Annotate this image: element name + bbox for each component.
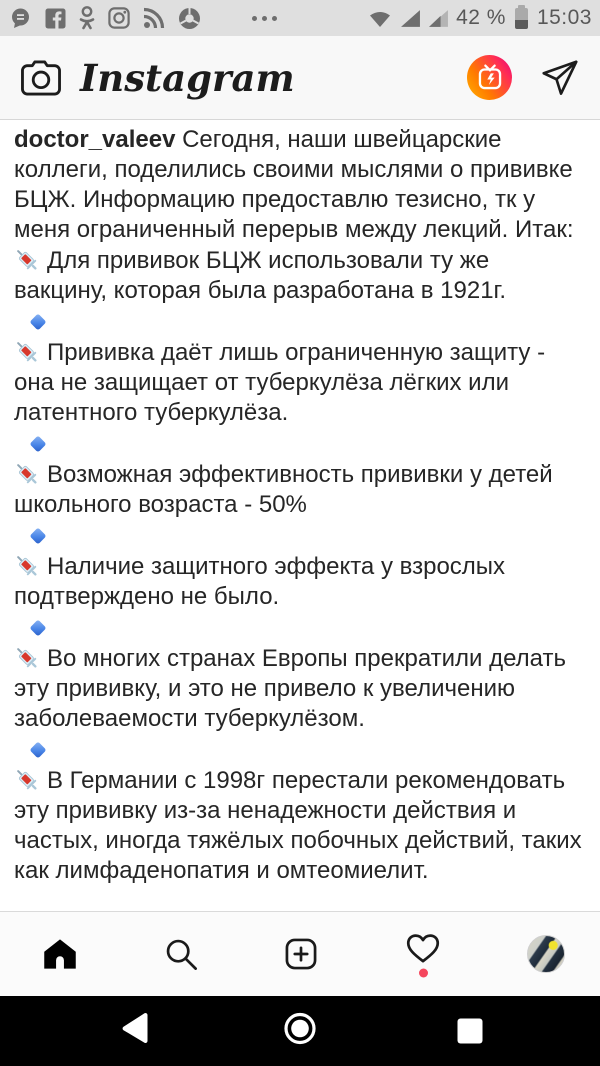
profile-tab[interactable] bbox=[527, 935, 565, 973]
syringe-icon bbox=[14, 645, 40, 671]
android-recents-button[interactable] bbox=[458, 1019, 483, 1044]
status-bar bbox=[0, 0, 600, 36]
android-home-button[interactable] bbox=[282, 1011, 318, 1052]
diamond-icon bbox=[30, 528, 47, 545]
activity-tab[interactable] bbox=[403, 931, 443, 978]
battery-percent: 42 % bbox=[456, 6, 506, 29]
caption-text: В Германии с 1998г перестали рекомендовать эту прививку из-за ненадежности действия и частых, иногда тяжёлых побочных действий, таких как лимфаденопатия и омтеомиелит. bbox=[14, 767, 582, 884]
cell-signal-2-icon bbox=[428, 9, 449, 28]
caption-text: Сегодня, наши швейцарские коллеги, поделились своими мыслями о прививке БЦЖ. Информацию предоставлю тезисно, тк у меня ограниченный перерыв между лекций. Итак: bbox=[14, 126, 574, 243]
android-nav-bar bbox=[0, 996, 600, 1066]
search-icon bbox=[162, 936, 200, 972]
instagram-icon bbox=[108, 7, 130, 29]
post-caption bbox=[0, 120, 600, 911]
facebook-icon bbox=[45, 8, 66, 29]
diamond-icon bbox=[30, 742, 47, 759]
syringe-icon bbox=[14, 247, 40, 273]
camera-icon[interactable] bbox=[20, 58, 62, 98]
caption-paragraph bbox=[14, 460, 586, 520]
bottom-tab-bar bbox=[0, 911, 600, 996]
caption-separator bbox=[14, 307, 586, 337]
caption-text: Прививка даёт лишь ограниченную защиту - она не защищает от туберкулёза лёгких или латентного туберкулёза. bbox=[14, 339, 546, 426]
caption-text: Наличие защитного эффекта у взрослых подтверждено не было. bbox=[14, 553, 506, 610]
caption-paragraph bbox=[14, 766, 586, 886]
heart-icon bbox=[403, 931, 443, 965]
diamond-icon bbox=[30, 314, 47, 331]
wifi-icon bbox=[367, 8, 393, 28]
status-indicators bbox=[367, 6, 592, 30]
direct-message-icon[interactable] bbox=[540, 58, 580, 98]
instagram-header bbox=[0, 36, 600, 120]
home-icon bbox=[41, 936, 79, 972]
battery-icon bbox=[515, 8, 528, 29]
caption-paragraph bbox=[14, 644, 586, 734]
caption-text: Во многих странах Европы прекратили делать эту прививку, и это не привело к увеличению заболеваемости туберкулёзом. bbox=[14, 645, 566, 732]
syringe-icon bbox=[14, 553, 40, 579]
profile-avatar bbox=[527, 935, 565, 973]
caption-separator bbox=[14, 521, 586, 551]
diamond-icon bbox=[30, 436, 47, 453]
syringe-icon bbox=[14, 339, 40, 365]
odnoklassniki-icon bbox=[79, 6, 95, 30]
caption-paragraph bbox=[14, 246, 586, 306]
new-post-tab[interactable] bbox=[282, 936, 320, 972]
activity-badge bbox=[419, 969, 428, 978]
diamond-icon bbox=[30, 620, 47, 637]
android-back-button[interactable] bbox=[122, 1013, 149, 1049]
caption-separator bbox=[14, 429, 586, 459]
home-tab[interactable] bbox=[41, 936, 79, 972]
instagram-logo: Instagram bbox=[80, 55, 295, 100]
caption-text: Для прививок БЦЖ использовали ту же вакцину, которая была разработана в 1921г. bbox=[14, 247, 507, 304]
clock: 15:03 bbox=[536, 6, 592, 29]
igtv-icon bbox=[473, 61, 507, 95]
new-post-icon bbox=[282, 936, 320, 972]
syringe-icon bbox=[14, 461, 40, 487]
username-link[interactable]: doctor_valeev bbox=[14, 126, 176, 153]
caption-paragraph bbox=[14, 125, 586, 245]
more-notifications-icon bbox=[252, 16, 277, 21]
android-home-icon bbox=[282, 1011, 318, 1047]
caption-paragraph bbox=[14, 338, 586, 428]
recents-icon bbox=[458, 1019, 483, 1044]
syringe-icon bbox=[14, 767, 40, 793]
search-tab[interactable] bbox=[162, 936, 200, 972]
notification-icons bbox=[10, 6, 277, 30]
back-icon bbox=[122, 1013, 149, 1044]
caption-separator bbox=[14, 735, 586, 765]
igtv-button[interactable] bbox=[467, 55, 512, 100]
caption-paragraph bbox=[14, 552, 586, 612]
caption-separator bbox=[14, 613, 586, 643]
cell-signal-icon bbox=[400, 9, 421, 28]
caption-text: Возможная эффективность прививки у детей школьного возраста - 50% bbox=[14, 461, 553, 518]
rss-icon bbox=[143, 7, 165, 29]
chrome-icon bbox=[178, 7, 201, 30]
chat-app-icon bbox=[10, 7, 32, 29]
